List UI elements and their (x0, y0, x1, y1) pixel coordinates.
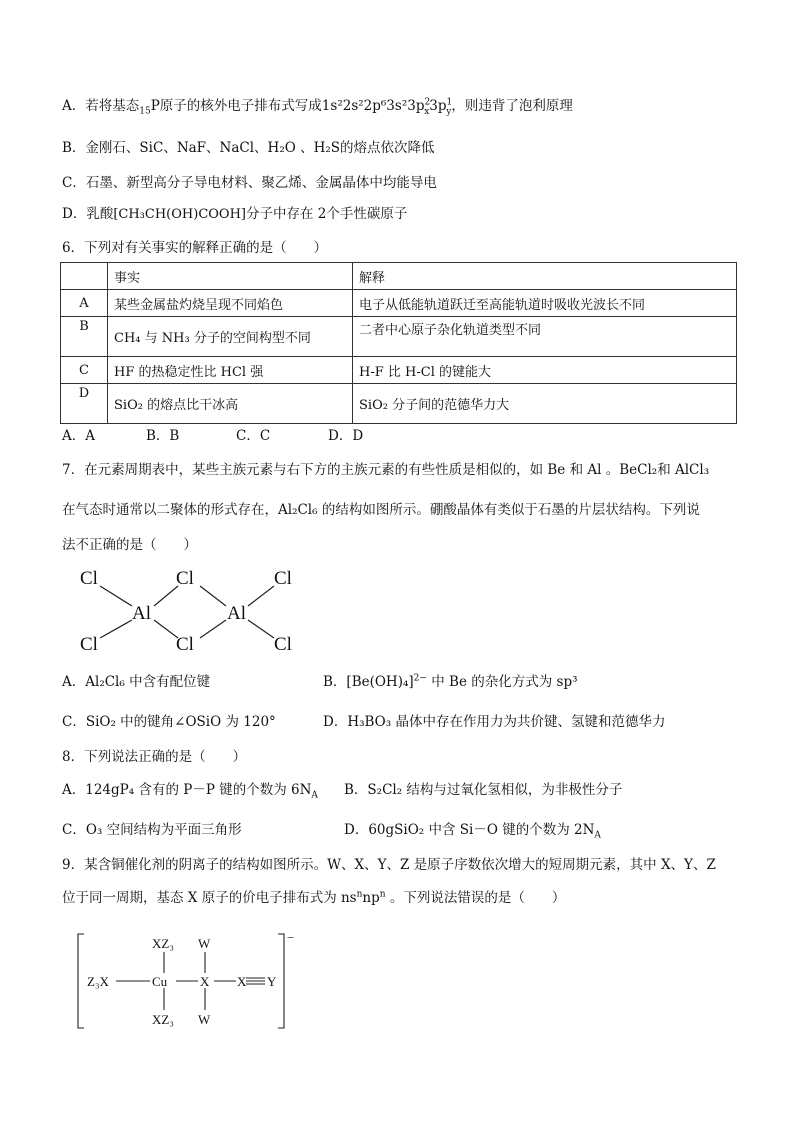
x-atom: X (237, 974, 247, 989)
q8-option-b: B．S₂Cl₂ 结构与过氧化氢相似，为非极性分子 (344, 782, 623, 798)
cl-atom: Cl (176, 634, 194, 655)
xz3-group: XZ₃ (152, 936, 174, 951)
q8-option-d: D．60gSiO₂ 中含 Si－O 键的个数为 $2N_A$ (344, 822, 601, 841)
table-header-row (61, 263, 737, 290)
q7-stem-line3: 法不正确的是（ ） (62, 537, 197, 553)
q6-table (60, 262, 737, 424)
q7-stem-line2: 在气态时通常以二聚体的形式存在，Al₂Cl₆ 的结构如图所示。硼酸晶体有类似于石墨的片层状结构。下列说 (62, 502, 700, 518)
cl-atom: Cl (176, 568, 194, 589)
q7-option-d: D．H₃BO₃ 晶体中存在作用力为共价键、氢键和范德华力 (323, 714, 666, 730)
table-cell (61, 263, 108, 290)
q7-option-a: A．Al₂Cl₆ 中含有配位键 (62, 674, 211, 690)
q8-stem: 8．下列说法正确的是（ ） (62, 749, 247, 765)
w-atom: W (198, 936, 211, 951)
table-cell: D (61, 384, 108, 424)
al-atom: Al (132, 603, 151, 624)
table-cell: CH₄ 与 NH₃ 分子的空间构型不同 (108, 317, 353, 357)
table-cell: B (61, 317, 108, 357)
q6-options (62, 426, 363, 446)
q8-option-c: C．O₃ 空间结构为平面三角形 (62, 822, 242, 838)
anion-charge: − (287, 930, 295, 945)
table-cell: HF 的热稳定性比 HCl 强 (108, 357, 353, 384)
table-cell: 电子从低能轨道跃迁至高能轨道时吸收光波长不同 (353, 290, 737, 317)
table-cell: SiO₂ 的熔点比干冰高 (108, 384, 353, 424)
q5-option-d: D．乳酸[CH₃CH(OH)COOH]分子中存在 2个手性碳原子 (62, 206, 408, 222)
al2cl6-structure-diagram (70, 560, 310, 655)
q7-stem-line1: 7．在元素周期表中，某些主族元素与右下方的主族元素的有些性质是相似的，如 Be 和 Al 。BeCl₂和 AlCl₃ (62, 462, 710, 478)
cu-atom: Cu (152, 974, 168, 989)
q5-option-c: C．石墨、新型高分子导电材料、聚乙烯、金属晶体中均能导电 (62, 175, 437, 191)
q5-option-a: A．若将基态$_{15}$P原子的核外电子排布式写成$1s^22s^22p^63s^23p^2_x3p^1_y$，则违背了泡利原理 (62, 97, 573, 117)
table-cell: 二者中心原子杂化轨道类型不同 (353, 317, 737, 357)
w-atom: W (198, 1012, 211, 1027)
copper-catalyst-anion-diagram (72, 930, 312, 1034)
q6-option-d: D．D (328, 428, 364, 444)
table-cell: C (61, 357, 108, 384)
cl-atom: Cl (274, 568, 292, 589)
table-row (61, 290, 737, 317)
table-cell: 某些金属盐灼烧呈现不同焰色 (108, 290, 353, 317)
table-row (61, 357, 737, 384)
table-cell: A (61, 290, 108, 317)
z3x-group: Z₃X (87, 974, 109, 989)
cl-atom: Cl (80, 634, 98, 655)
xz3-group: XZ₃ (152, 1012, 174, 1027)
q6-stem: 6．下列对有关事实的解释正确的是（ ） (62, 240, 328, 256)
q9-stem-line2: 位于同一周期，基态 X 原子的价电子排布式为 $ns^nnp^n$ 。下列说法错误的是（ ） (62, 889, 566, 906)
y-atom: Y (267, 974, 277, 989)
table-row (61, 384, 737, 424)
table-cell: 事实 (108, 263, 353, 290)
q7-option-b: B．$[Be(OH)_4]^{2-}$ 中 Be 的杂化方式为 sp³ (323, 673, 578, 690)
q7-option-c: C．SiO₂ 中的键角∠OSiO 为 120° (62, 714, 276, 730)
q5-option-b: B．金刚石、SiC、NaF、NaCl、H₂O 、H₂S的熔点依次降低 (62, 140, 435, 156)
q6-option-c: C．C (236, 428, 271, 444)
q6-option-b: B．B (146, 428, 180, 444)
x-atom: X (200, 974, 210, 989)
q9-stem-line1: 9．某含铜催化剂的阴离子的结构如图所示。W、X、Y、Z 是原子序数依次增大的短周期元素，其中 X、Y、Z (62, 857, 716, 873)
table-cell: H-F 比 H-Cl 的键能大 (353, 357, 737, 384)
q8-option-a: A．124gP₄ 含有的 P－P 键的个数为 $6N_A$ (62, 782, 318, 801)
q6-option-a: A．A (62, 428, 95, 444)
lactic-acid-formula: [CH₃CH(OH)COOH] (113, 207, 246, 222)
table-cell: 解释 (353, 263, 737, 290)
cl-atom: Cl (80, 568, 98, 589)
cl-atom: Cl (274, 634, 292, 655)
table-row (61, 317, 737, 357)
table-cell: SiO₂ 分子间的范德华力大 (353, 384, 737, 424)
al-atom: Al (227, 603, 246, 624)
